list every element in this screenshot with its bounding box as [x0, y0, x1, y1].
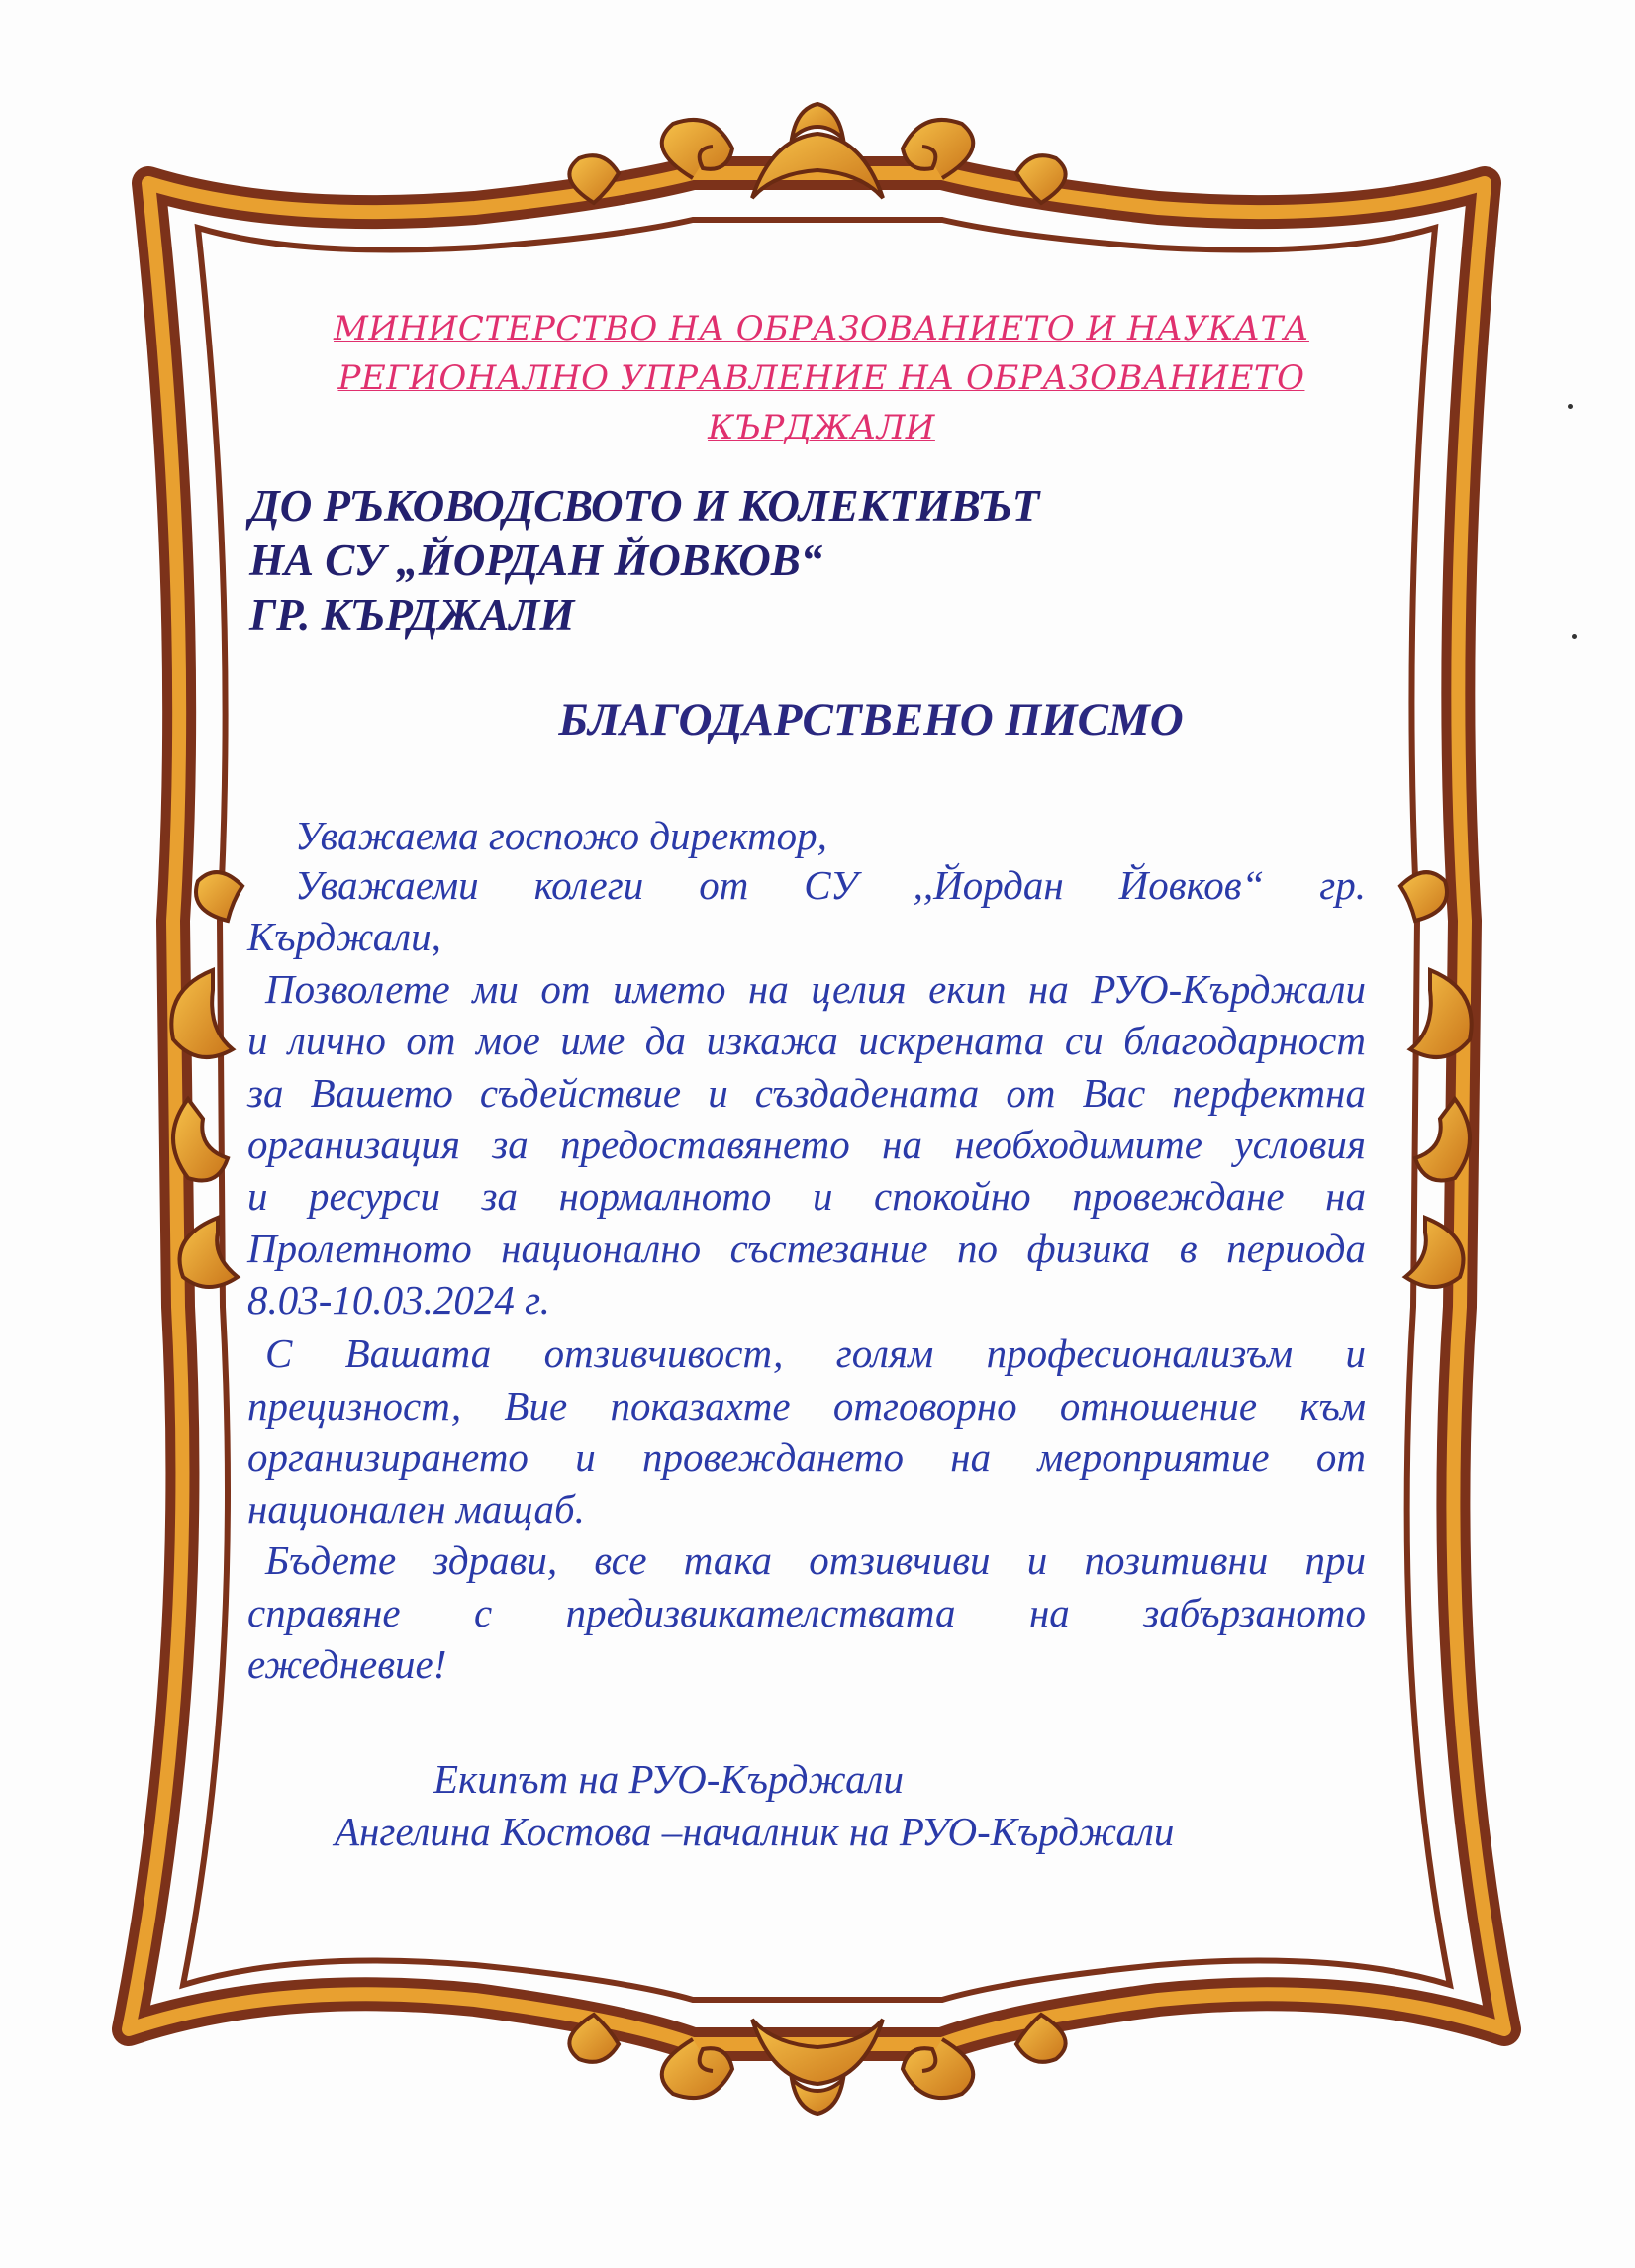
body-line: С Вашата отзивчивост, голям професионализъм и	[265, 1331, 1366, 1376]
body-line: Кърджали,	[247, 914, 441, 959]
letter-title: БЛАГОДАРСТВЕНО ПИСМО	[558, 694, 1184, 745]
greeting-line: Уважаема госпожо директор,	[295, 813, 827, 858]
body-line: 8.03-10.03.2024 г.	[247, 1277, 550, 1323]
scan-speck	[1572, 634, 1577, 639]
body-line: Позволете ми от името на целия екип на РУО-Кърджали	[265, 966, 1366, 1012]
body-line: организация за предоставянето на необходимите условия	[247, 1122, 1366, 1167]
addressee-line-3: ГР. КЪРДЖАЛИ	[249, 590, 575, 640]
body-line: ежедневие!	[247, 1641, 447, 1687]
ministry-header: МИНИСТЕРСТВО НА ОБРАЗОВАНИЕТО И НАУКАТА	[334, 309, 1309, 348]
body-line: и ресурси за нормалното и спокойно провеждане на	[247, 1173, 1366, 1219]
signature-team: Екипът на РУО-Кърджали	[433, 1756, 905, 1802]
body-line: Уважаеми колеги от СУ ,,Йордан Йовков“ гр.	[295, 862, 1366, 908]
body-line: прецизност, Вие показахте отговорно отношение към	[247, 1383, 1366, 1429]
addressee-line-2: НА СУ „ЙОРДАН ЙОВКОВ“	[249, 536, 823, 585]
city-header: КЪРДЖАЛИ	[708, 408, 935, 447]
body-line: национален мащаб.	[247, 1486, 585, 1531]
body-line: справяне с предизвикателствата на забързаното	[247, 1590, 1366, 1635]
body-line: организирането и провеждането на мероприятие от	[247, 1434, 1366, 1480]
body-line: за Вашето съдействие и създадената от Вас перфектна	[247, 1070, 1366, 1116]
body-line: Бъдете здрави, все така отзивчиви и позитивни при	[265, 1537, 1366, 1583]
body-line: Пролетното национално състезание по физика в периода	[247, 1226, 1366, 1271]
signature-name: Ангелина Костова –началник на РУО-Кърджали	[335, 1809, 1175, 1854]
scan-speck	[1568, 404, 1573, 409]
addressee-line-1: ДО РЪКОВОДСВОТО И КОЛЕКТИВЪТ	[249, 481, 1040, 531]
body-line: и лично от мое име да изкажа искрената си благодарност	[247, 1018, 1366, 1063]
regional-office-header: РЕГИОНАЛНО УПРАВЛЕНИЕ НА ОБРАЗОВАНИЕТО	[337, 358, 1305, 398]
